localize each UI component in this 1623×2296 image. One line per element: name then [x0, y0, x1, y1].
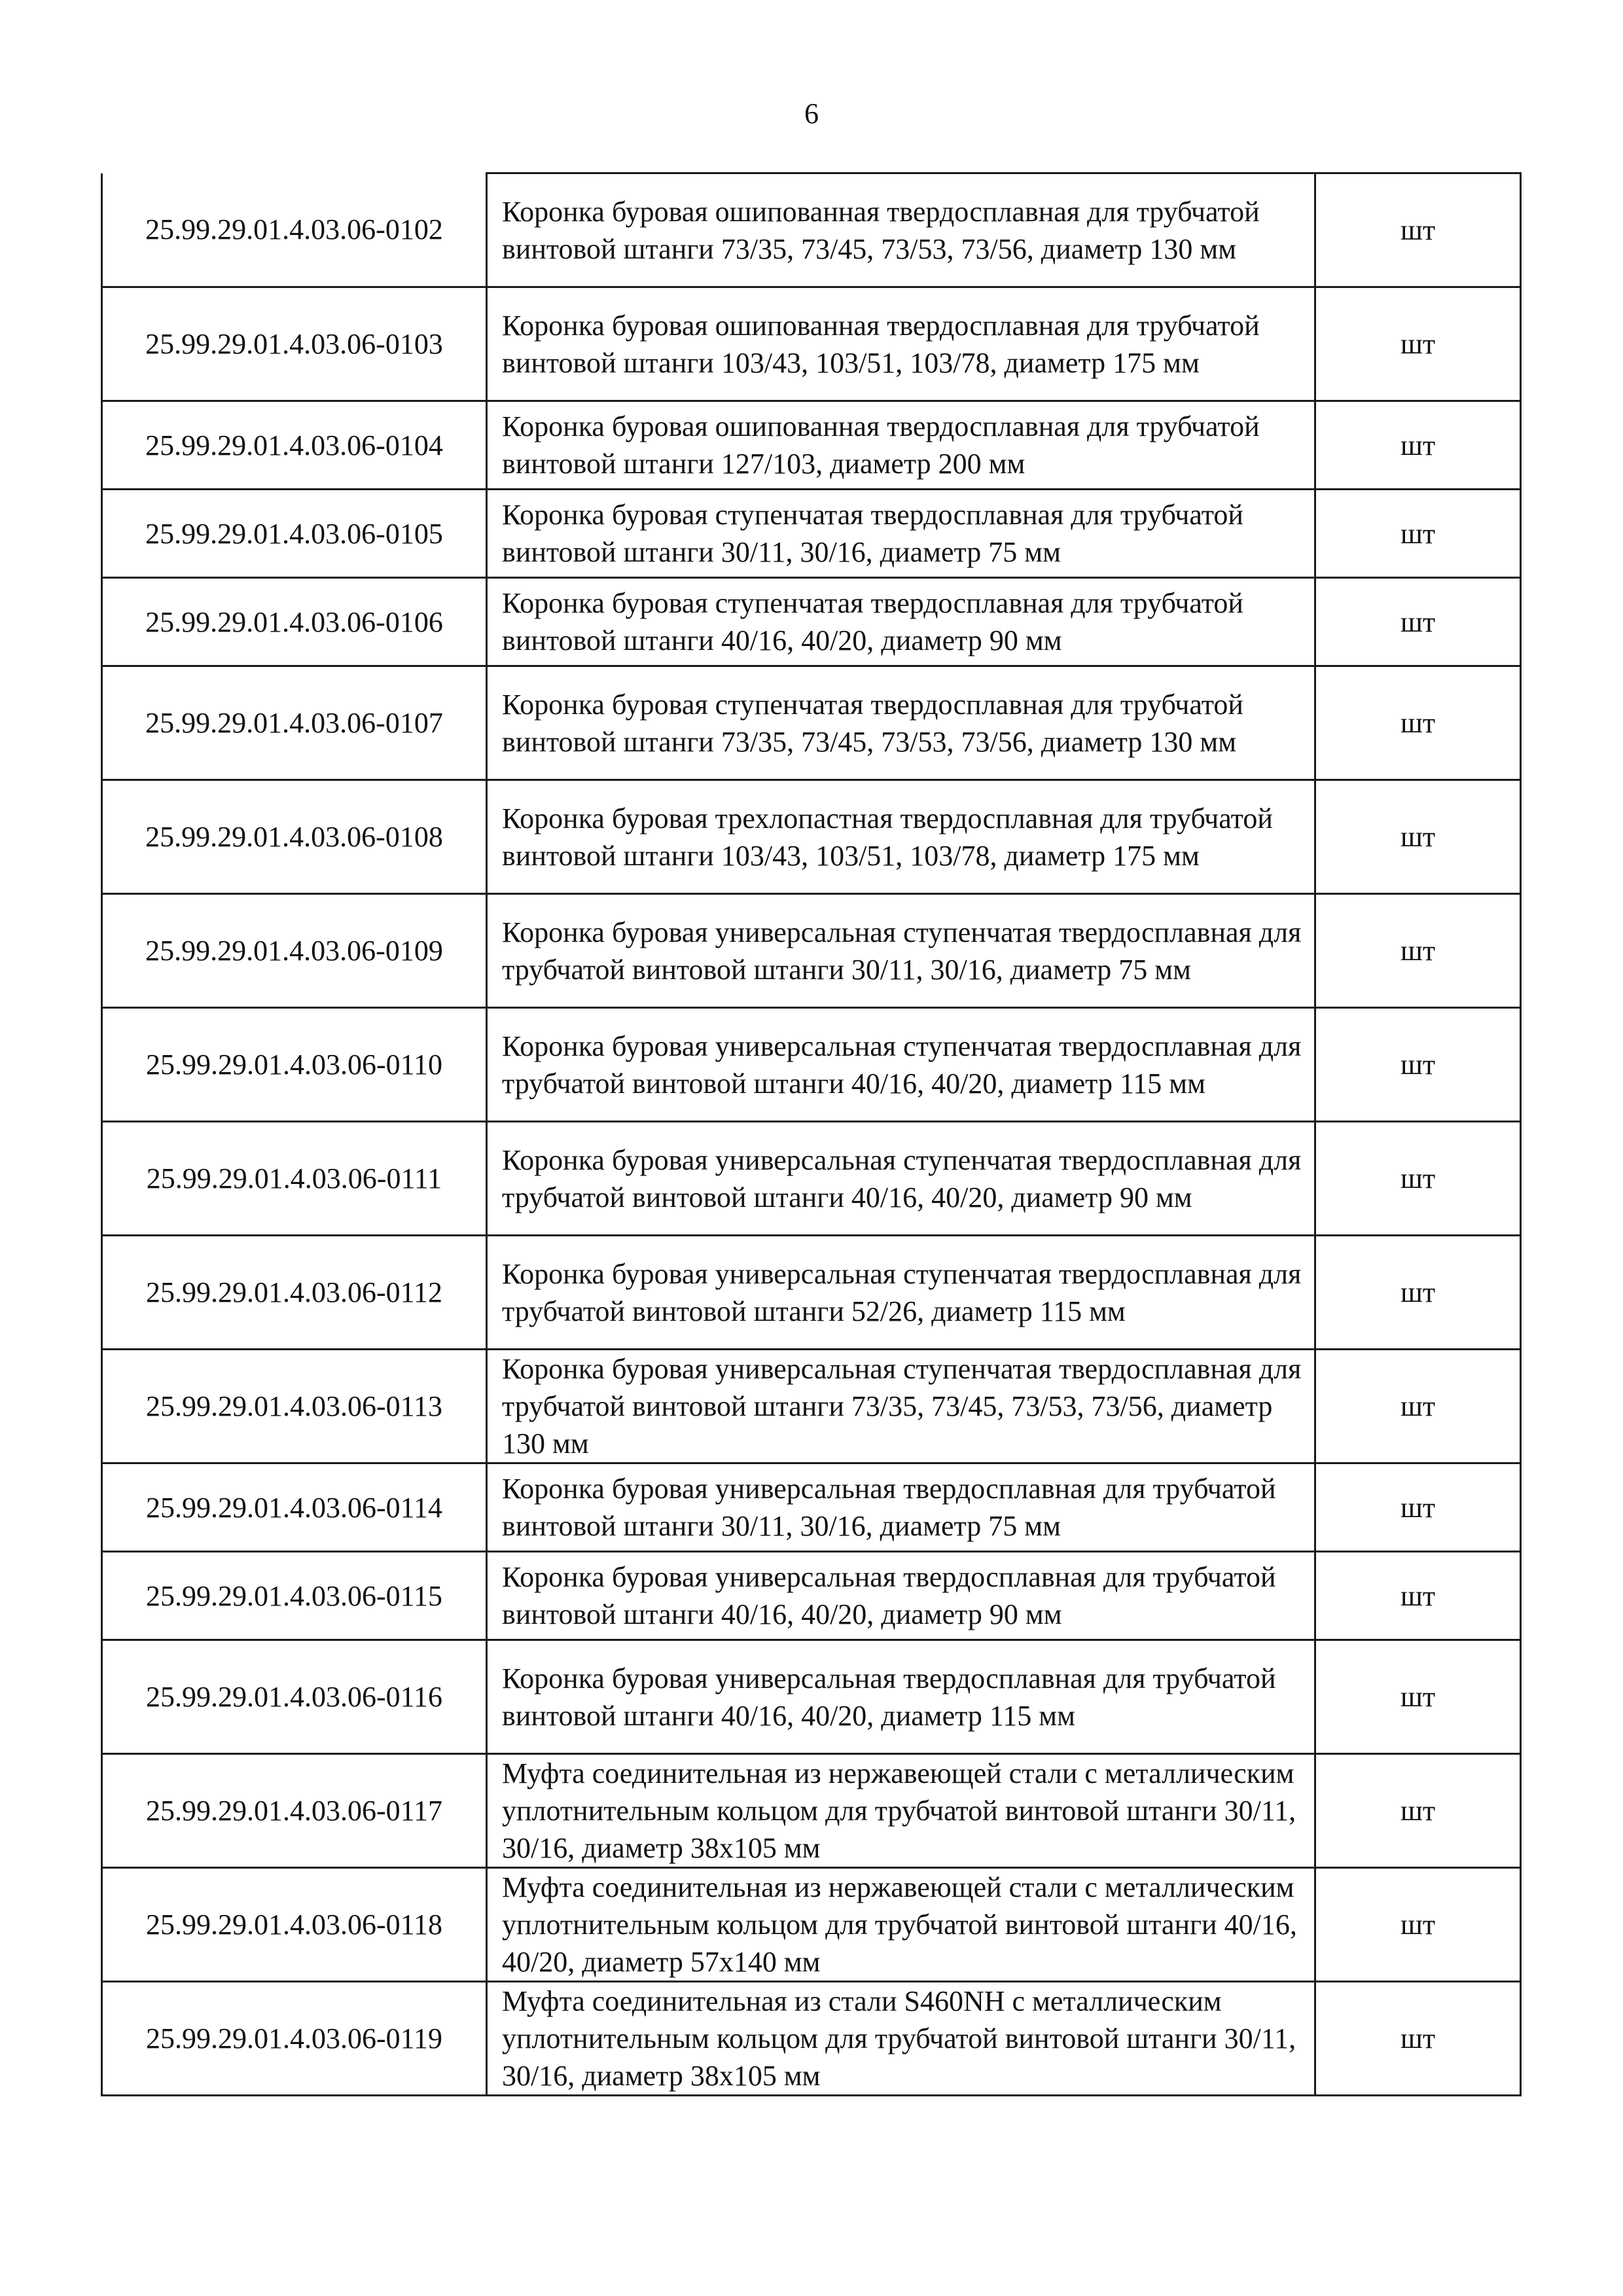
page-number: 6	[804, 98, 819, 130]
resource-code: 25.99.29.01.4.03.06-0109	[102, 894, 487, 1008]
resource-description: Коронка буровая ошипованная твердосплавная для трубчатой винтовой штанги 103/43, 103/51, 103/78, диаметр 175 мм	[487, 287, 1315, 401]
resource-code: 25.99.29.01.4.03.06-0110	[102, 1008, 487, 1122]
unit-of-measure: шт	[1315, 1008, 1521, 1122]
table-row	[102, 1982, 1521, 2096]
resource-description: Коронка буровая универсальная твердосплавная для трубчатой винтовой штанги 30/11, 30/16, диаметр 75 мм	[487, 1463, 1315, 1552]
resource-code: 25.99.29.01.4.03.06-0107	[102, 666, 487, 780]
table-row	[102, 1350, 1521, 1463]
resource-description: Коронка буровая универсальная ступенчатая твердосплавная для трубчатой винтовой штанги 40/16, 40/20, диаметр 115 мм	[487, 1008, 1315, 1122]
unit-of-measure: шт	[1315, 173, 1521, 287]
resource-description: Коронка буровая трехлопастная твердосплавная для трубчатой винтовой штанги 103/43, 103/51, 103/78, диаметр 175 мм	[487, 780, 1315, 894]
resource-description: Муфта соединительная из нержавеющей стали с металлическим уплотнительным кольцом для трубчатой винтовой штанги 40/16, 40/20, диаметр 57х140 мм	[487, 1868, 1315, 1982]
table-row	[102, 1236, 1521, 1350]
resource-code: 25.99.29.01.4.03.06-0115	[102, 1552, 487, 1640]
resource-code: 25.99.29.01.4.03.06-0105	[102, 490, 487, 578]
unit-of-measure: шт	[1315, 780, 1521, 894]
table-row	[102, 666, 1521, 780]
table-row	[102, 578, 1521, 666]
table-row	[102, 1754, 1521, 1868]
resource-code: 25.99.29.01.4.03.06-0118	[102, 1868, 487, 1982]
resource-code: 25.99.29.01.4.03.06-0119	[102, 1982, 487, 2096]
resource-code: 25.99.29.01.4.03.06-0112	[102, 1236, 487, 1350]
resource-description: Коронка буровая универсальная ступенчатая твердосплавная для трубчатой винтовой штанги 73/35, 73/45, 73/53, 73/56, диаметр 130 мм	[487, 1350, 1315, 1463]
table-row	[102, 490, 1521, 578]
resource-description: Муфта соединительная из стали S460NH с металлическим уплотнительным кольцом для трубчатой винтовой штанги 30/11, 30/16, диаметр 38х105 мм	[487, 1982, 1315, 2096]
unit-of-measure: шт	[1315, 490, 1521, 578]
unit-of-measure: шт	[1315, 1463, 1521, 1552]
table-row	[102, 173, 1521, 287]
resource-code: 25.99.29.01.4.03.06-0102	[102, 173, 487, 287]
resource-code: 25.99.29.01.4.03.06-0106	[102, 578, 487, 666]
unit-of-measure: шт	[1315, 578, 1521, 666]
resource-description: Коронка буровая ошипованная твердосплавная для трубчатой винтовой штанги 73/35, 73/45, 73/53, 73/56, диаметр 130 мм	[487, 173, 1315, 287]
resource-code-table	[101, 172, 1522, 2096]
table-row	[102, 1008, 1521, 1122]
resource-code: 25.99.29.01.4.03.06-0104	[102, 401, 487, 490]
table-row	[102, 894, 1521, 1008]
unit-of-measure: шт	[1315, 1754, 1521, 1868]
resource-code: 25.99.29.01.4.03.06-0103	[102, 287, 487, 401]
resource-description: Коронка буровая универсальная твердосплавная для трубчатой винтовой штанги 40/16, 40/20, диаметр 90 мм	[487, 1552, 1315, 1640]
unit-of-measure: шт	[1315, 1350, 1521, 1463]
table-row	[102, 1463, 1521, 1552]
table-row	[102, 1640, 1521, 1754]
resource-description: Коронка буровая универсальная твердосплавная для трубчатой винтовой штанги 40/16, 40/20, диаметр 115 мм	[487, 1640, 1315, 1754]
resource-description: Коронка буровая универсальная ступенчатая твердосплавная для трубчатой винтовой штанги 40/16, 40/20, диаметр 90 мм	[487, 1122, 1315, 1236]
unit-of-measure: шт	[1315, 1982, 1521, 2096]
unit-of-measure: шт	[1315, 894, 1521, 1008]
unit-of-measure: шт	[1315, 1640, 1521, 1754]
unit-of-measure: шт	[1315, 1868, 1521, 1982]
table-row	[102, 780, 1521, 894]
resource-code: 25.99.29.01.4.03.06-0108	[102, 780, 487, 894]
resource-description: Коронка буровая универсальная ступенчатая твердосплавная для трубчатой винтовой штанги 52/26, диаметр 115 мм	[487, 1236, 1315, 1350]
resource-code: 25.99.29.01.4.03.06-0111	[102, 1122, 487, 1236]
table-row	[102, 401, 1521, 490]
unit-of-measure: шт	[1315, 1552, 1521, 1640]
resource-description: Коронка буровая ступенчатая твердосплавная для трубчатой винтовой штанги 73/35, 73/45, 73/53, 73/56, диаметр 130 мм	[487, 666, 1315, 780]
resource-code: 25.99.29.01.4.03.06-0113	[102, 1350, 487, 1463]
unit-of-measure: шт	[1315, 401, 1521, 490]
resource-description: Коронка буровая универсальная ступенчатая твердосплавная для трубчатой винтовой штанги 30/11, 30/16, диаметр 75 мм	[487, 894, 1315, 1008]
resource-code: 25.99.29.01.4.03.06-0117	[102, 1754, 487, 1868]
resource-description: Муфта соединительная из нержавеющей стали с металлическим уплотнительным кольцом для трубчатой винтовой штанги 30/11, 30/16, диаметр 38х105 мм	[487, 1754, 1315, 1868]
resource-code: 25.99.29.01.4.03.06-0116	[102, 1640, 487, 1754]
table-row	[102, 1552, 1521, 1640]
unit-of-measure: шт	[1315, 666, 1521, 780]
unit-of-measure: шт	[1315, 1236, 1521, 1350]
resource-code: 25.99.29.01.4.03.06-0114	[102, 1463, 487, 1552]
unit-of-measure: шт	[1315, 1122, 1521, 1236]
table-row	[102, 1868, 1521, 1982]
table-row	[102, 1122, 1521, 1236]
resource-description: Коронка буровая ступенчатая твердосплавная для трубчатой винтовой штанги 30/11, 30/16, диаметр 75 мм	[487, 490, 1315, 578]
table-row	[102, 287, 1521, 401]
unit-of-measure: шт	[1315, 287, 1521, 401]
resource-description: Коронка буровая ошипованная твердосплавная для трубчатой винтовой штанги 127/103, диаметр 200 мм	[487, 401, 1315, 490]
resource-description: Коронка буровая ступенчатая твердосплавная для трубчатой винтовой штанги 40/16, 40/20, диаметр 90 мм	[487, 578, 1315, 666]
